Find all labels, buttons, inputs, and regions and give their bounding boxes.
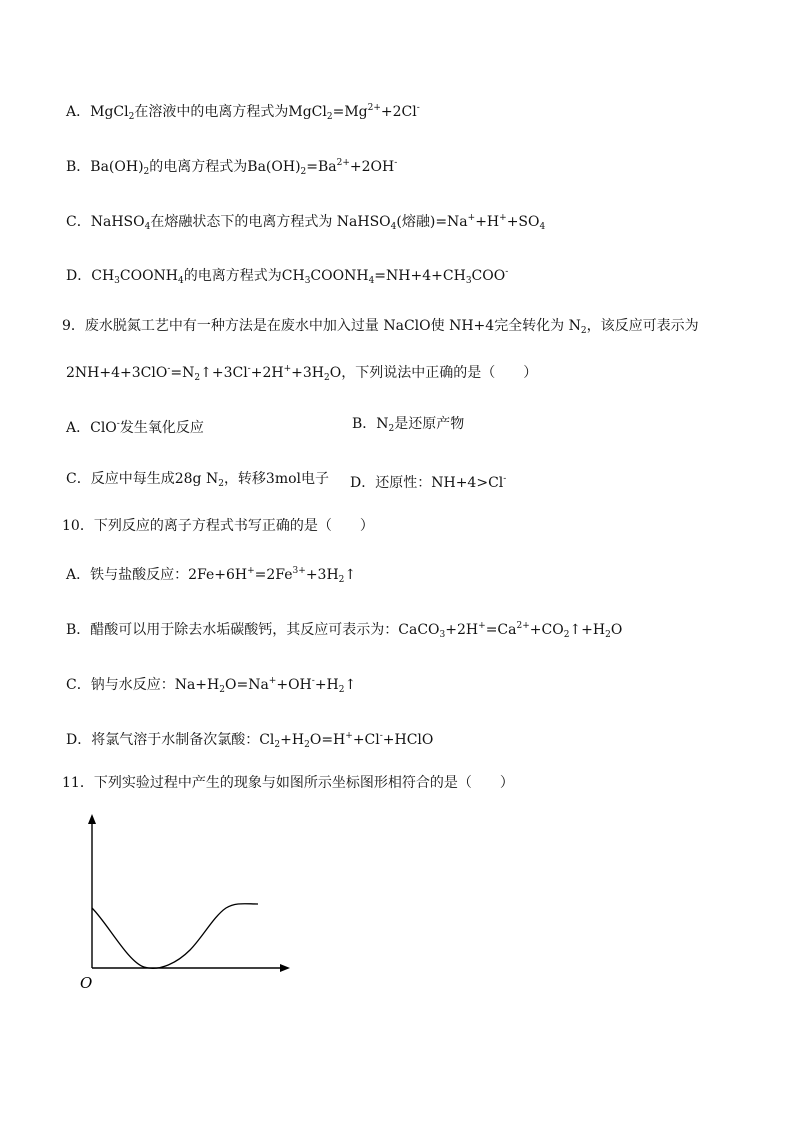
q8-option-c: C．NaHSO$_4$在熔融状态下的电离方程式为 NaHSO$_4$(熔融)$=Na^++H^++SO_4$ [66,213,546,232]
q10-option-b: B．醋酸可以用于除去水垢碳酸钙，其反应可表示为：$CaCO_3+2H^+=Ca^{2+}+CO_2↑+H_2O$ [66,621,623,640]
q11-graph [78,812,298,992]
q8-option-d: D．$CH_3COONH_4$的电离方程式为$CH_3COONH_4=NH+4+CH_3COO^-$ [66,267,509,286]
q9-equation: $2NH+4+3ClO^-=N_2↑+3Cl^-+2H^++3H_2O$，下列说法中正确的是（ ） [66,364,538,383]
q10-option-c: C．钠与水反应：$Na+H_2O=Na^++OH^-+H_2↑$ [66,676,357,695]
y-axis-arrow-icon [88,814,96,824]
q10-option-d: D．将氯气溶于水制备次氯酸：$Cl_2+H_2O=H^++Cl^-+HClO$ [66,731,434,750]
q8-option-b: B．$Ba(OH)_2$的电离方程式为$Ba(OH)_2=Ba^{2+}+2OH^-$ [66,158,398,177]
q9-option-d: D．还原性：NH+4>Cl- [350,474,507,491]
q9-option-c: C．反应中每生成28g $N_2$，转移3mol电子 [66,471,330,489]
q10-stem: 10．下列反应的离子方程式书写正确的是（ ） [62,518,374,534]
q9-option-a: A．ClO-发生氧化反应 [66,419,204,436]
graph-curve [92,904,258,969]
graph-origin-label: O [80,974,93,992]
q9-stem: 9．废水脱氮工艺中有一种方法是在废水中加入过量 NaClO使 NH+4完全转化为 $N_2$，该反应可表示为 [62,318,699,336]
q8-option-a: A．MgCl$_2$在溶液中的电离方程式为$MgCl_2=Mg^{2+}+2Cl^-$ [66,103,420,122]
q10-option-a: A．铁与盐酸反应：$2Fe+6H^+=2Fe^{3+}+3H_2↑$ [66,566,357,585]
q9-option-b: B．$N_2$是还原产物 [352,416,465,434]
q11-stem: 11．下列实验过程中产生的现象与如图所示坐标图形相符合的是（ ） [62,775,514,791]
x-axis-arrow-icon [280,964,290,972]
